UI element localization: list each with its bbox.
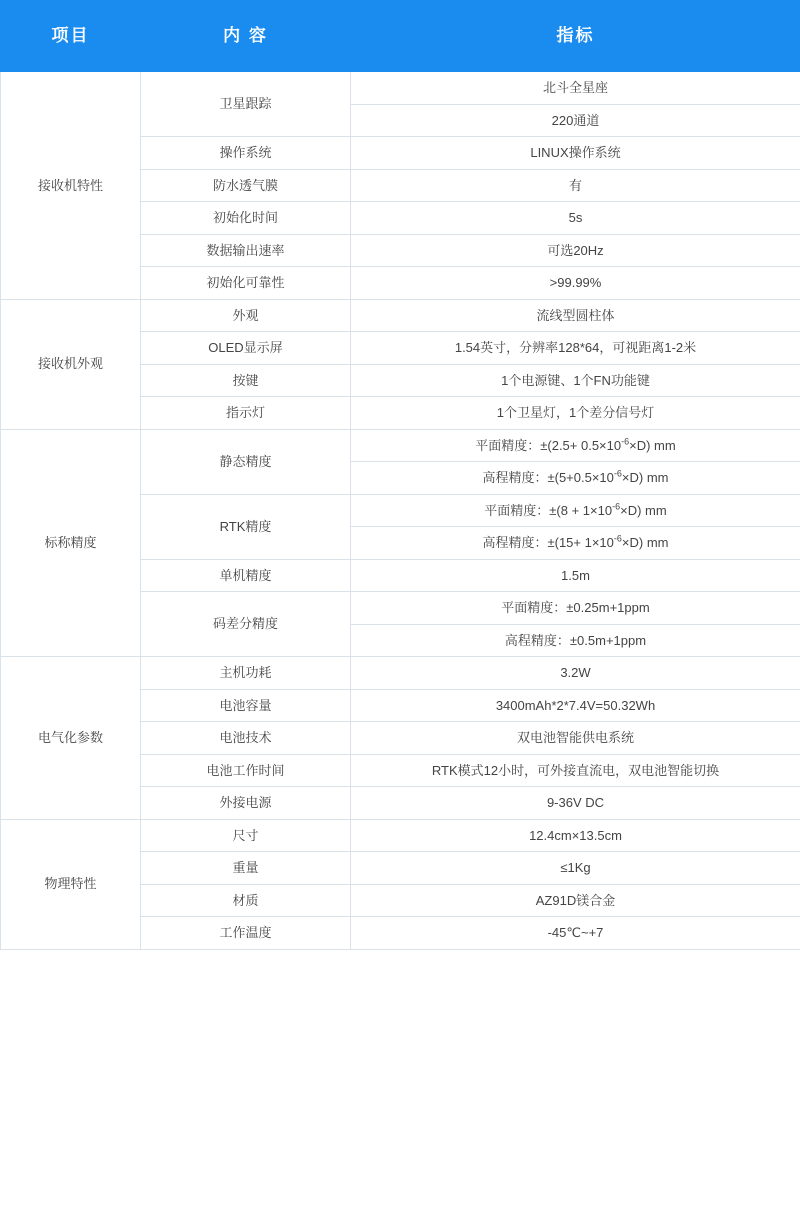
item-cell: 电池容量	[141, 689, 351, 722]
value-cell: 9-36V DC	[351, 787, 800, 820]
item-cell: 数据输出速率	[141, 234, 351, 267]
item-cell: 尺寸	[141, 819, 351, 852]
item-cell: OLED显示屏	[141, 332, 351, 365]
item-cell: 卫星跟踪	[141, 72, 351, 137]
header-cell-content: 内 容	[141, 1, 351, 72]
item-cell: RTK精度	[141, 494, 351, 559]
value-cell: AZ91D镁合金	[351, 884, 800, 917]
value-cell: LINUX操作系统	[351, 137, 800, 170]
value-cell: 高程精度：$\pm(15+ 1\times 10^{-6}\times D)$ mm	[351, 527, 800, 560]
value-cell: 5s	[351, 202, 800, 235]
value-cell: 1个电源键、1个FN功能键	[351, 364, 800, 397]
table-row	[1, 72, 800, 105]
value-cell: 有	[351, 169, 800, 202]
item-cell: 电池技术	[141, 722, 351, 755]
item-cell: 主机功耗	[141, 657, 351, 690]
value-cell: 高程精度：±0.5m+1ppm	[351, 624, 800, 657]
value-cell: 平面精度：±0.25m+1ppm	[351, 592, 800, 625]
header-row	[1, 1, 800, 72]
item-cell: 外观	[141, 299, 351, 332]
table-row	[1, 657, 800, 690]
table-row	[1, 299, 800, 332]
category-cell: 物理特性	[1, 819, 141, 949]
item-cell: 材质	[141, 884, 351, 917]
value-cell: 3.2W	[351, 657, 800, 690]
item-cell: 指示灯	[141, 397, 351, 430]
item-cell: 防水透气膜	[141, 169, 351, 202]
item-cell: 外接电源	[141, 787, 351, 820]
category-cell: 接收机特性	[1, 72, 141, 300]
item-cell: 按键	[141, 364, 351, 397]
item-cell: 电池工作时间	[141, 754, 351, 787]
value-cell: 1.54英寸，分辨率128*64，可视距离1-2米	[351, 332, 800, 365]
value-cell: >99.99%	[351, 267, 800, 300]
value-cell: 双电池智能供电系统	[351, 722, 800, 755]
value-cell: 1个卫星灯，1个差分信号灯	[351, 397, 800, 430]
category-cell: 接收机外观	[1, 299, 141, 429]
value-cell: 流线型圆柱体	[351, 299, 800, 332]
value-cell: 220通道	[351, 104, 800, 137]
value-cell: -45℃~+7	[351, 917, 800, 950]
table-body	[1, 72, 800, 950]
value-cell: ≤1Kg	[351, 852, 800, 885]
table-header	[1, 1, 800, 72]
category-cell: 电气化参数	[1, 657, 141, 820]
item-cell: 工作温度	[141, 917, 351, 950]
item-cell: 操作系统	[141, 137, 351, 170]
header-cell-project: 项目	[1, 1, 141, 72]
item-cell: 重量	[141, 852, 351, 885]
value-cell: 12.4cm×13.5cm	[351, 819, 800, 852]
table-row	[1, 819, 800, 852]
value-cell: 平面精度：$\pm(8 + 1\times 10^{-6}\times D)$ mm	[351, 494, 800, 527]
value-cell: RTK模式12小时，可外接直流电，双电池智能切换	[351, 754, 800, 787]
value-cell: 可选20Hz	[351, 234, 800, 267]
item-cell: 静态精度	[141, 429, 351, 494]
header-cell-metric: 指标	[351, 1, 800, 72]
value-cell: 平面精度：$\pm(2.5+ 0.5\times 10^{-6}\times D)$ mm	[351, 429, 800, 462]
value-cell: 高程精度：$\pm(5+0.5\times 10^{-6}\times D)$ mm	[351, 462, 800, 495]
item-cell: 单机精度	[141, 559, 351, 592]
item-cell: 初始化可靠性	[141, 267, 351, 300]
value-cell: 3400mAh*2*7.4V=50.32Wh	[351, 689, 800, 722]
table-row	[1, 429, 800, 462]
category-cell: 标称精度	[1, 429, 141, 657]
item-cell: 码差分精度	[141, 592, 351, 657]
value-cell: 1.5m	[351, 559, 800, 592]
item-cell: 初始化时间	[141, 202, 351, 235]
value-cell: 北斗全星座	[351, 72, 800, 105]
